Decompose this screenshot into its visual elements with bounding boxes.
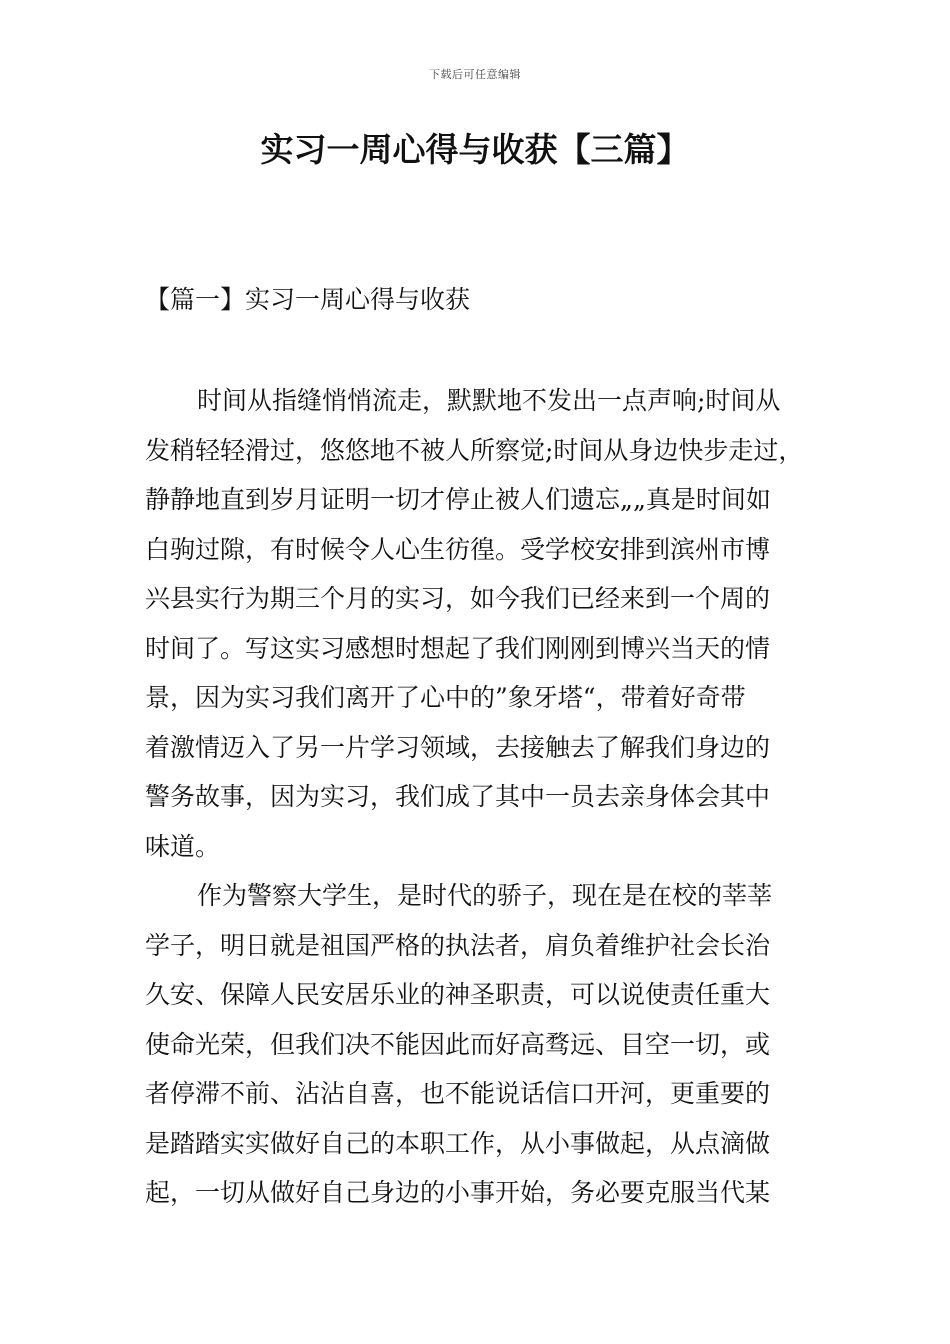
section-heading: 【篇一】实习一周心得与收获 — [145, 285, 471, 314]
text-line: 是踏踏实实做好自己的本职工作，从小事做起，从点滴做 — [145, 1128, 771, 1158]
text-line: 景，因为实习我们离开了心中的”象牙塔“，带着好奇带 — [145, 683, 746, 712]
text-line: 兴县实行为期三个月的实习，如今我们已经来到一个周的 — [145, 584, 771, 613]
text-line: 学子，明日就是祖国严格的执法者，肩负着维护社会长治 — [145, 930, 771, 960]
text-line: 白驹过隙，有时候令人心生彷徨。受学校安排到滨州市博 — [145, 534, 771, 564]
document-title: 实习一周心得与收获【三篇】 — [260, 130, 690, 169]
page-header-note: 下载后可任意编辑 — [429, 68, 521, 81]
text-line: 使命光荣，但我们决不能因此而好高骛远、目空一切，或 — [145, 1029, 771, 1059]
text-line: 久安、保障人民安居乐业的神圣职责，可以说使责任重大 — [145, 980, 771, 1009]
document-body — [145, 376, 810, 1218]
paragraph-1 — [145, 376, 810, 871]
text-line: 警务故事，因为实习，我们成了其中一员去亲身体会其中 — [145, 782, 771, 811]
text-line: 作为警察大学生，是时代的骄子，现在是在校的莘莘 — [197, 881, 773, 910]
text-line: 静静地直到岁月证明一切才停止被人们遗忘„„真是时间如 — [145, 485, 771, 514]
text-line: 时间从指缝悄悄流走，默默地不发出一点声响;时间从 — [197, 386, 781, 415]
text-line: 者停滞不前、沾沾自喜，也不能说话信口开河，更重要的 — [145, 1079, 771, 1108]
text-line: 着激情迈入了另一片学习领域，去接触去了解我们身边的 — [145, 732, 771, 762]
paragraph-2 — [145, 871, 810, 1218]
text-line: 时间了。写这实习感想时想起了我们刚刚到博兴当天的情 — [145, 633, 771, 663]
text-line: 味道。 — [145, 831, 221, 861]
text-line: 起，一切从做好自己身边的小事开始，务必要克服当代某 — [145, 1178, 771, 1207]
text-line: 发稍轻轻滑过，悠悠地不被人所察觉;时间从身边快步走过， — [145, 435, 804, 465]
